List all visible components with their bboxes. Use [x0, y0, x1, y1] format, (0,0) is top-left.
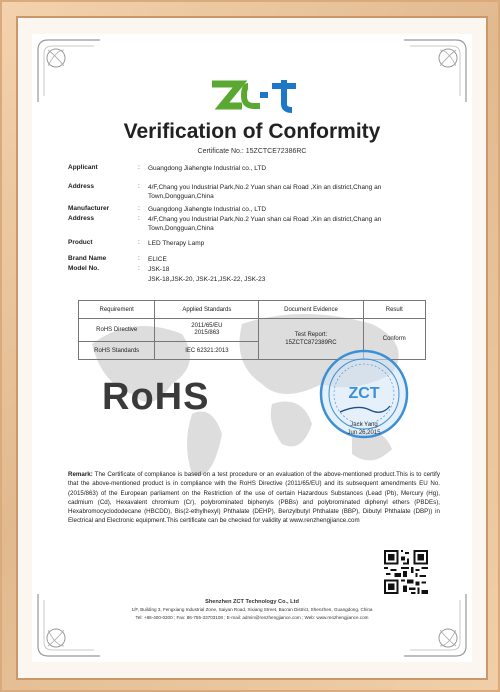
certificate-paper: Verification of Conformity Certificate No.: 15ZCTCE72386RC Applicant : Guangdong Jiahengte Industrial co., LTD Address : 4/F,Chang you Industrial Park,No.2 Yuan shan cai Road ,Xin an district,Chang an Town,Dongguan,China Manufacturer : Guangdong Jiahengte Industrial co., LTD Address : 4/F,Chang you Industrial Park,No.2 Yuan shan cai Road ,Xin an district,Chang an Town,Dongguan,China Product : LED Therapy Lamp Brand Name : ELICE Model No. : JSK-18 JSK-18,JSK-20, JSK-21,JSK-22, JSK-23 Requirement Applied Standards Document Evidence Result RoHS Directive 2011/65/EU 2015/863 Test Report: 15ZCTC872389RC Conform RoHS Standards IEC 62321:2013 RoHS ZCT Jack Yang Jun 26,2015 Remark: The Certificate of compliance is based on a test procedure or an evaluation of the above-mentioned product.This is to certify that the above-mentioned product is in compliance with the RoHS Directive (2011/65/EU) and its subsequent amendments EU No. (2015/863) of the European parliament on the Restriction of the use of certain Hazardous Substances (Lead (Pb), Mercury (Hg), cadmium (Cd), Hexavalent chromium (Cr), polybrominated biphenyls (PBBs) and polybrominated diphenyl ethers (PBDEs), Hexabromocyclododecane (HBCDD), Bis(2-ethylhexyl) Phthalate (DEHP), Benzylbutyl Phthalate (BBP), Dibutyl Phthalate (DBP)) in Electrical and Electronic equipment.This certificate can be checked for validity at www.renzhengjiance.com Shenzhen ZCT Technology Co., Ltd 1/F, Building 3, Fengxiang Industrial Zone, Saiyan Road, Xixiang Street, Bao'an District, Shenzhen, Guangdong, China Tel: +86-400-0200 ; Fax: 86-755-33703108 ; E-mail: admin@renzhengjiance.com ; Web: www.renzhengjiance.com	[32, 34, 472, 662]
table-header: Document Evidence	[259, 301, 363, 319]
corner-ornament-icon	[400, 36, 470, 106]
table-cell: RoHS Directive	[79, 319, 155, 342]
field-label: Address	[68, 183, 95, 190]
footer-company: Shenzhen ZCT Technology Co., Ltd	[205, 599, 299, 605]
table-cell: Test Report: 15ZCTC872389RC	[259, 319, 363, 360]
rohs-mark: RoHS	[102, 376, 210, 418]
field-value: JSK-18,JSK-20, JSK-21,JSK-22, JSK-23	[148, 276, 266, 283]
corner-ornament-icon	[34, 36, 104, 106]
zct-logo	[202, 76, 302, 116]
field-value: 4/F,Chang you Industrial Park,No.2 Yuan shan cai Road ,Xin an district,Chang an Town,Dongguan,China	[148, 216, 382, 232]
table-header-row	[79, 301, 426, 319]
table-row	[79, 319, 426, 342]
field-value: JSK-18	[148, 266, 170, 273]
field-label: Address	[68, 215, 95, 222]
table-header: Requirement	[79, 301, 155, 319]
field-label: Product	[68, 239, 93, 246]
field-value: ELICE	[148, 256, 167, 263]
signature-date: Jun 26,2015	[347, 430, 381, 436]
certificate-title: Verification of Conformity	[123, 120, 381, 143]
remark-label: Remark:	[68, 471, 93, 478]
footer-contact: Tel: +86-400-0200 ; Fax: 86-755-33703108 ; E-mail: admin@renzhengjiance.com ; Web: www.renzhengjiance.com	[135, 615, 369, 620]
table-cell: 2011/65/EU 2015/863	[155, 319, 259, 342]
table-cell: Conform	[363, 319, 425, 360]
remark-paragraph	[68, 470, 440, 526]
field-value: LED Therapy Lamp	[148, 240, 205, 247]
footer-address: 1/F, Building 3, Fengxiang Industrial Zone, Saiyan Road, Xixiang Street, Bao'an District, Shenzhen, Guangdong, China	[131, 607, 373, 612]
field-value: 4/F,Chang you Industrial Park,No.2 Yuan shan cai Road ,Xin an district,Chang an Town,Dongguan,China	[148, 184, 382, 200]
qr-code-icon	[384, 550, 428, 594]
field-label: Brand Name	[68, 255, 107, 262]
certificate-number: Certificate No.: 15ZCTCE72386RC	[197, 148, 307, 155]
field-value: Guangdong Jiahengte Industrial co., LTD	[148, 206, 267, 213]
table-cell: RoHS Standards	[79, 342, 155, 360]
remark-text: The Certificate of compliance is based on a test procedure or an evaluation of the above-mentioned product.This is to certify that the above-mentioned product is in compliance with the RoHS Directive (2011/65/EU) and its subsequent amendments EU No. (2015/863) of the European parliament on the Restriction of the use of certain Hazardous Substances (Lead (Pb), Mercury (Hg), cadmium (Cd), Hexavalent chromium (Cr), polybrominated biphenyls (PBBs) and polybrominated diphenyl ethers (PBDEs), Hexabromocyclododecane (HBCDD), Bis(2-ethylhexyl) Phthalate (DEHP), Benzylbutyl Phthalate (BBP), Dibutyl Phthalate (DBP)) in Electrical and Electronic equipment.This certificate can be checked for validity at www.renzhengjiance.com	[68, 471, 440, 525]
table-cell: IEC 62321:2013	[155, 342, 259, 360]
seal-text: ZCT	[348, 385, 380, 402]
field-label: Manufacturer	[68, 205, 110, 212]
table-header: Result	[363, 301, 425, 319]
field-label: Applicant	[68, 164, 98, 171]
field-label: Model No.	[68, 265, 100, 272]
signature-name: Jack Yang	[350, 422, 378, 428]
field-value: Guangdong Jiahengte Industrial co., LTD	[148, 165, 267, 172]
table-header: Applied Standards	[155, 301, 259, 319]
